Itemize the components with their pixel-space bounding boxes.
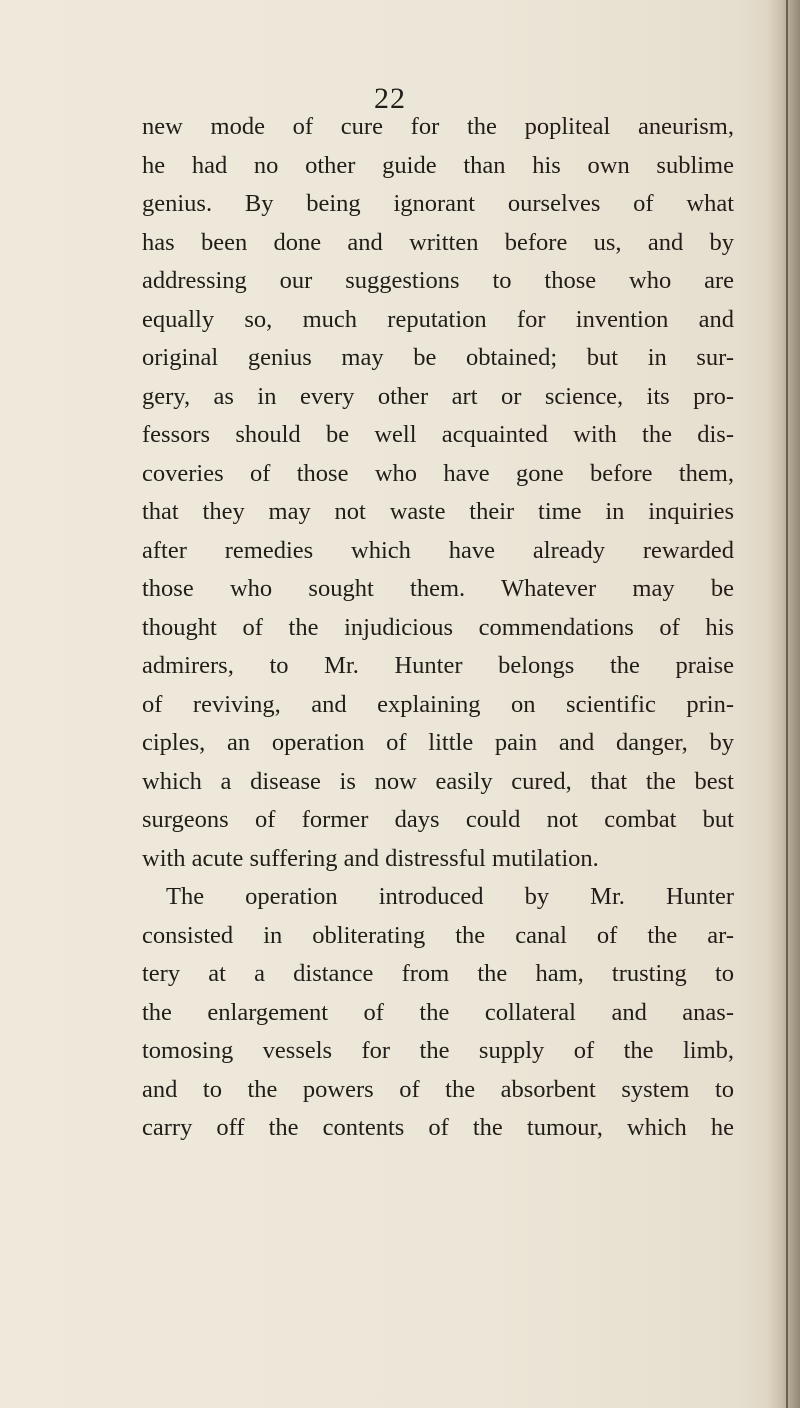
text-line: addressing our suggestions to those who are	[142, 267, 734, 294]
text-line: gery, as in every other art or science, its pro-	[142, 382, 734, 410]
text-line: The operation introduced by Mr. Hunter	[166, 883, 734, 910]
text-line: after remedies which have already rewarded	[142, 536, 734, 564]
text-line: which a disease is now easily cured, that the best	[142, 767, 734, 795]
text-line: with acute suffering and distressful mutilation.	[142, 844, 599, 872]
text-line: and to the powers of the absorbent system to	[142, 1075, 734, 1103]
text-line: equally so, much reputation for invention and	[142, 305, 734, 333]
text-line: surgeons of former days could not combat but	[142, 806, 734, 833]
text-line: fessors should be well acquainted with the dis-	[142, 421, 734, 448]
text-line: of reviving, and explaining on scientific prin-	[142, 690, 734, 718]
text-line: the enlargement of the collateral and anas-	[142, 998, 734, 1026]
text-line: tomosing vessels for the supply of the limb,	[142, 1037, 734, 1064]
text-line: has been done and written before us, and by	[142, 228, 734, 256]
text-line: admirers, to Mr. Hunter belongs the praise	[142, 652, 734, 679]
text-line: thought of the injudicious commendations of his	[142, 613, 734, 641]
text-line: that they may not waste their time in inquiries	[142, 498, 734, 525]
text-line: ciples, an operation of little pain and danger, by	[142, 729, 734, 756]
text-line: new mode of cure for the popliteal aneurism,	[142, 113, 734, 140]
text-line: those who sought them. Whatever may be	[142, 575, 734, 602]
page-edge-line	[786, 0, 788, 1408]
page-number: 22	[374, 82, 406, 115]
text-line: tery at a distance from the ham, trusting to	[142, 960, 734, 987]
text-line: carry off the contents of the tumour, which he	[142, 1114, 734, 1141]
text-line: he had no other guide than his own sublime	[142, 151, 734, 179]
text-line: genius. By being ignorant ourselves of what	[142, 190, 734, 217]
page-edge-shadow	[766, 0, 800, 1408]
text-line: consisted in obliterating the canal of the ar-	[142, 921, 734, 949]
text-line: coveries of those who have gone before them,	[142, 459, 734, 487]
body-text	[142, 108, 734, 1148]
text-line: original genius may be obtained; but in sur-	[142, 344, 734, 371]
